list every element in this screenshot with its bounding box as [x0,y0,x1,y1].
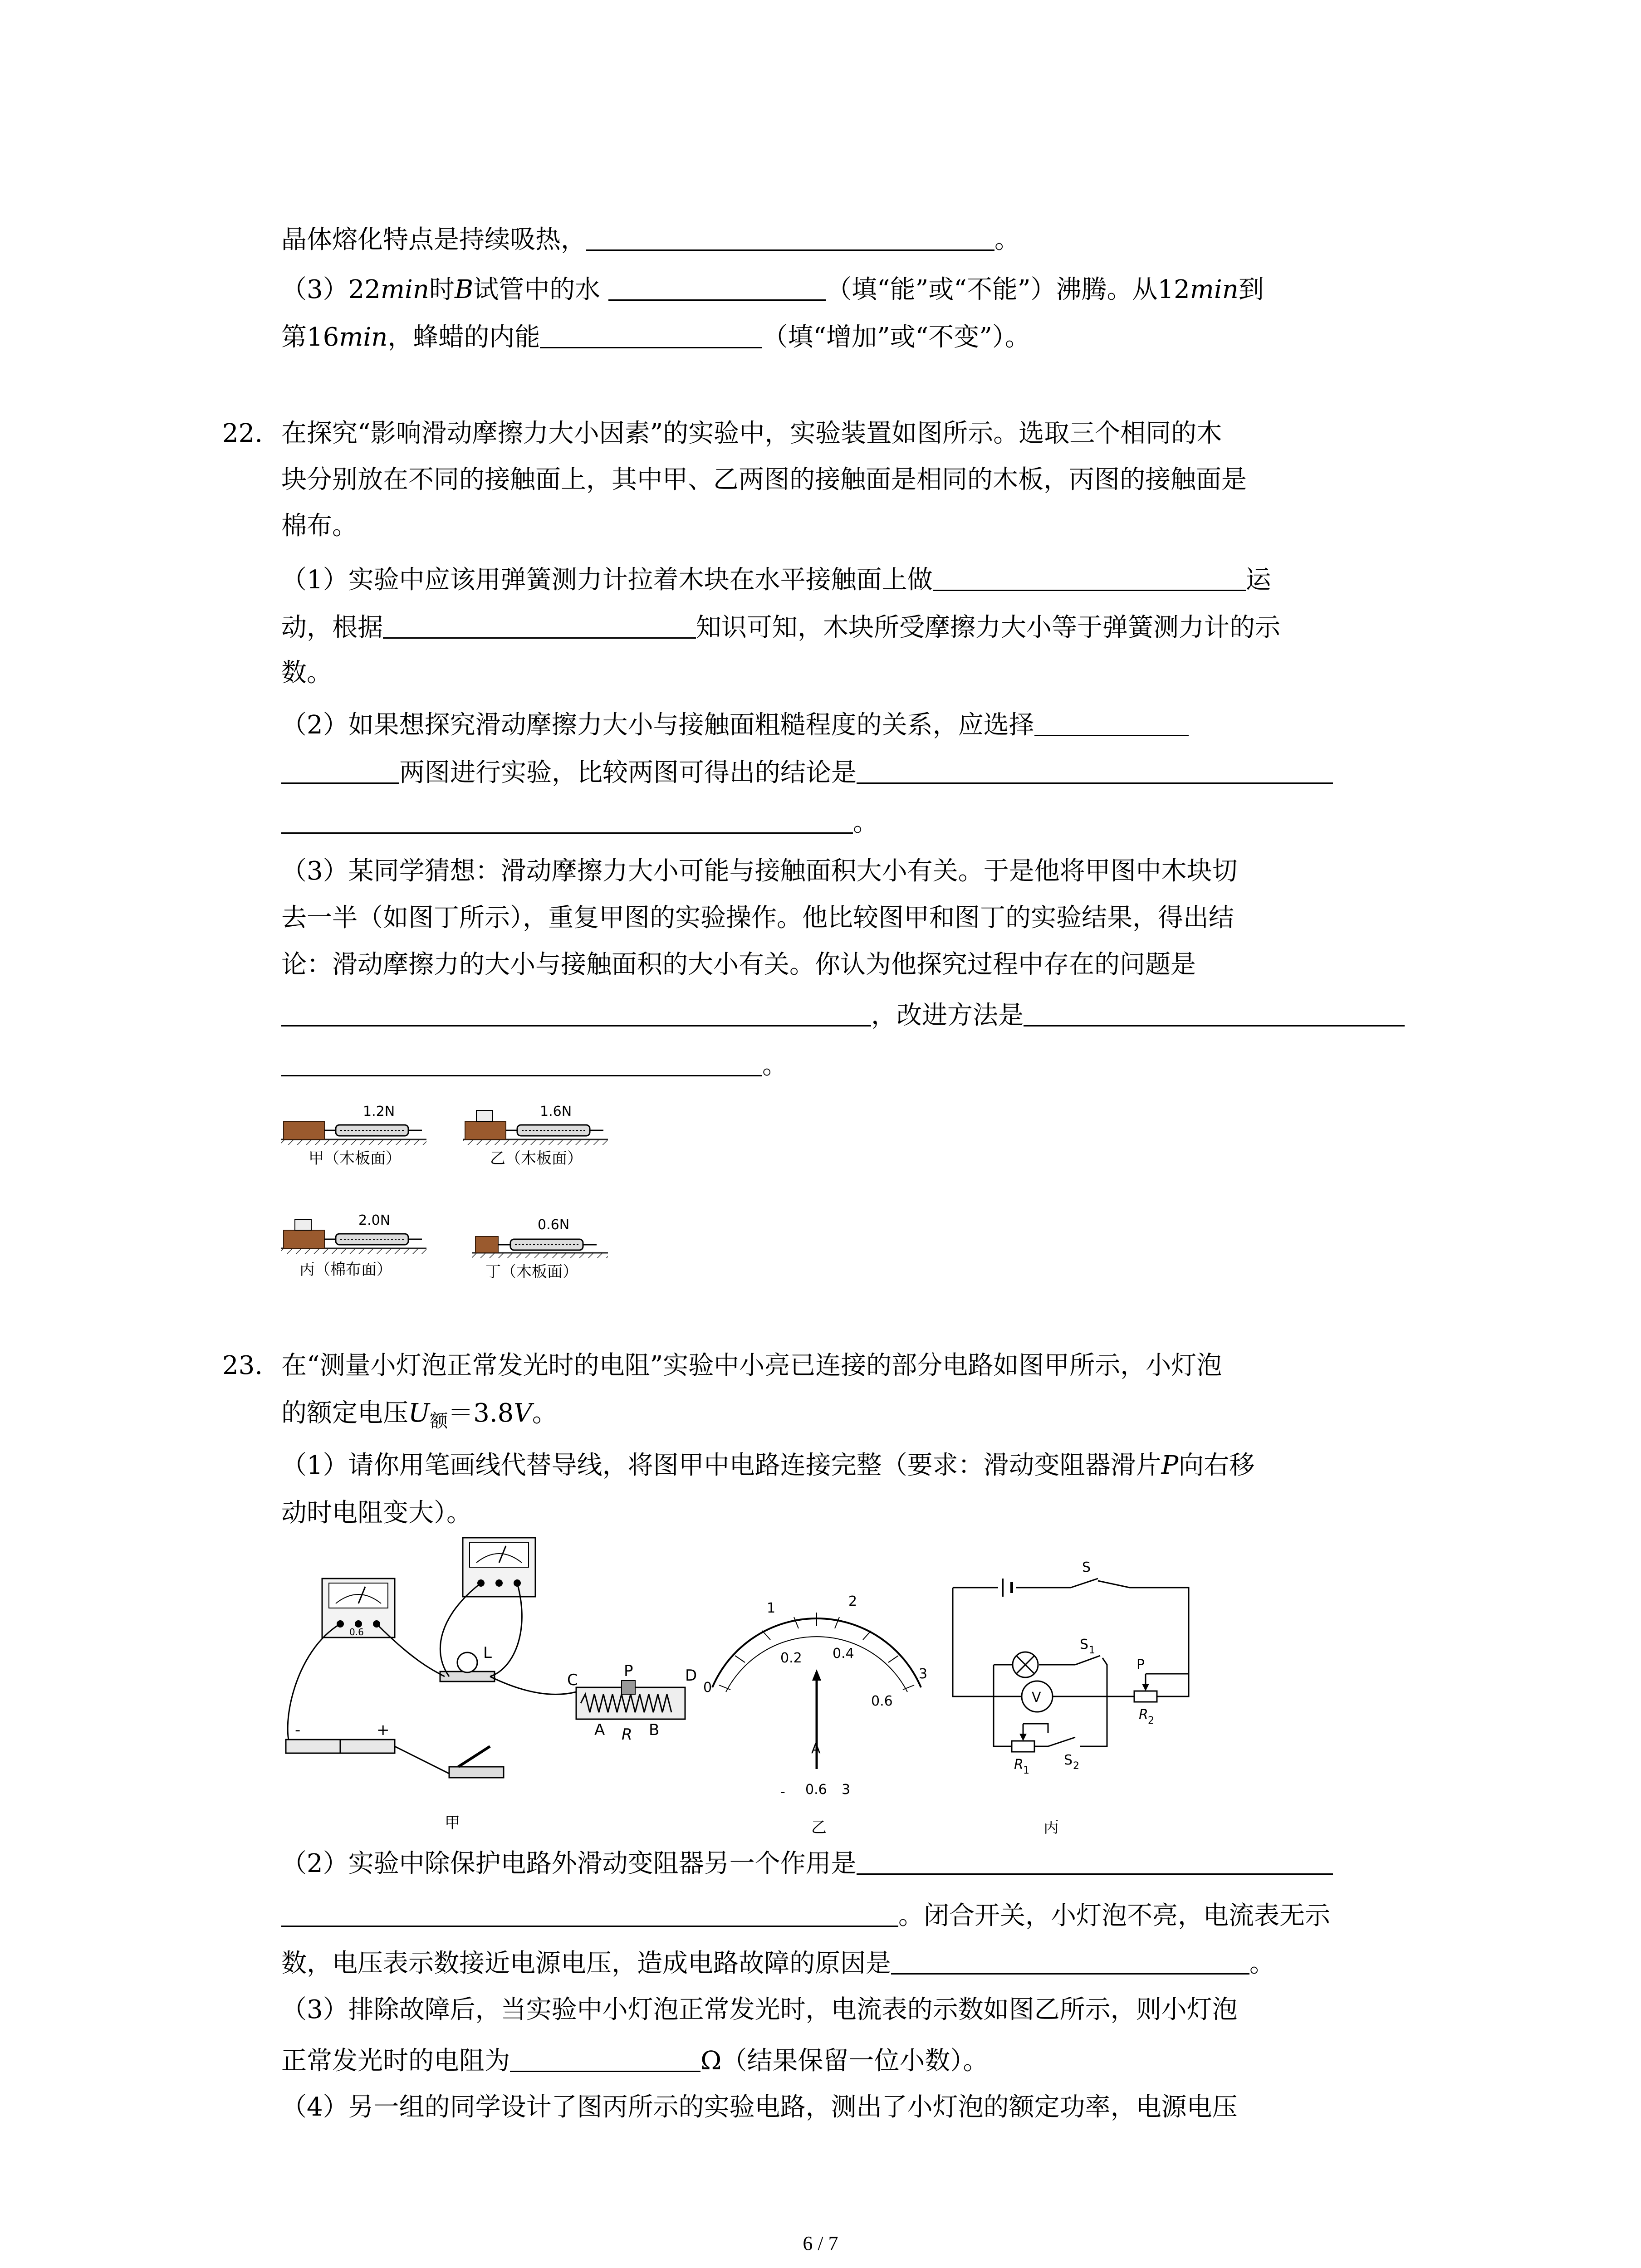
answer-blank[interactable] [540,320,762,348]
label-V: V [1032,1690,1041,1706]
q23-text: 数，电压表示数接近电源电压，造成电路故障的原因是 [281,1949,891,1978]
q21-text: （填“增加”或“不变”）。 [762,323,1030,352]
q22-text: 。 [762,1051,788,1080]
answer-blank[interactable] [510,2043,700,2072]
q21-text: 试管中的水 [473,275,601,304]
q22-part2-line1 [281,708,1189,742]
caption-jia: 甲 [445,1814,460,1832]
weight [295,1219,311,1230]
battery-pos: + [377,1721,390,1739]
subtick-0.4: 0.4 [833,1646,854,1662]
label-S: S [1082,1559,1091,1575]
q22-stem3: 棉布。 [281,511,358,541]
subscript: 额 [430,1411,448,1432]
q21-text: ，蜂蜡的内能 [387,323,540,352]
lamp [457,1652,477,1672]
q23-text: （1）请你用笔画线代替导线，将图甲中电路连接完整（要求：滑动变阻器滑片 [281,1451,1161,1480]
q22-text: （2）如果想探究滑动摩擦力大小与接触面粗糙程度的关系，应选择 [281,710,1034,740]
answer-blank[interactable] [857,755,1333,784]
force-reading: 1.2N [363,1104,395,1119]
q21-text: （3）22 [281,275,381,304]
label-S2: S [1064,1752,1073,1768]
switch [449,1767,504,1778]
q22-stem1: 在探究“影响滑动摩擦力大小因素”的实验中，实验装置如图所示。选取三个相同的木 [281,419,1222,448]
q22-part2-line3 [281,805,878,839]
wood-block [284,1121,324,1139]
label-S1: S [1080,1637,1089,1652]
question-number: 23. [222,1351,263,1380]
circuit-figure [277,1533,1230,1842]
switch-S2 [1048,1737,1075,1746]
q23-text: 。 [1249,1949,1275,1978]
answer-blank[interactable] [281,1898,898,1927]
term-3: 3 [842,1782,851,1798]
label-R2-sub: 2 [1148,1715,1154,1726]
q22-part1-line1 [281,562,1271,596]
q22-text: 动，根据 [281,613,383,642]
q22-text: （1）实验中应该用弹簧测力计拉着木块在水平接触面上做 [281,565,933,595]
q23-part2-line2 [281,1898,1330,1932]
terminal-D: D [685,1667,697,1685]
q21-text: 。 [994,225,1020,254]
q23-text: 正常发光时的电阻为 [281,2046,510,2076]
term-neg: - [780,1784,785,1800]
terminal-B: B [649,1721,660,1739]
q23-part2-line3 [281,1946,1275,1980]
q21-line1 [281,222,1020,256]
answer-blank[interactable] [1034,708,1189,736]
q22-part2-line2 [281,755,1333,789]
q21-part3-line2 [281,320,1030,354]
q23-part1-line2: 动时电阻变大）。 [281,1498,472,1528]
q21-text: 到 [1238,275,1264,304]
terminal-C: C [567,1671,578,1689]
unit-min: min [1190,275,1239,304]
q23-text: ＝3.8 [448,1398,514,1428]
question-number: 22. [222,419,263,448]
q22-part3-line1: （3）某同学猜想：滑动摩擦力大小可能与接触面积大小有关。于是他将甲图中木块切 [281,856,1238,886]
q23-part3-line2 [281,2043,988,2077]
subtick-0.2: 0.2 [780,1650,802,1666]
tube-label: B [454,275,474,304]
q22-part3-line3: 论：滑动摩擦力的大小与接触面积的大小有关。你认为他探究过程中存在的问题是 [281,950,1196,979]
panel-label: 丁（木板面） [485,1263,578,1281]
q23-stem2 [281,1397,558,1437]
weight [476,1110,493,1121]
q21-text: （填“能”或“不能”）沸腾。从12 [826,275,1190,304]
label-R2: R [1139,1707,1148,1723]
spring-scale [510,1239,583,1250]
figure-jia [286,1538,697,1832]
label-R1: R [1014,1757,1024,1773]
answer-blank[interactable] [608,272,826,301]
resistor-R1 [1012,1741,1034,1752]
subtick-0.6: 0.6 [871,1693,893,1709]
q22-part3-line5 [281,1048,788,1082]
panel-jia [281,1104,426,1168]
unit-V: V [514,1398,532,1428]
q21-text: 时 [429,275,455,304]
panel-bing [281,1212,426,1279]
force-reading: 2.0N [358,1212,391,1228]
page-number: 6 / 7 [803,2232,838,2254]
unit-A: A [811,1741,821,1757]
spring-scale [517,1125,590,1136]
q22-part1-line3: 数。 [281,658,332,688]
answer-blank[interactable] [281,805,853,834]
q23-text: 。 [532,1398,558,1428]
label-P: P [1136,1657,1145,1673]
unit-min: min [380,275,429,304]
terminal-A: A [594,1721,605,1739]
slider-P: P [624,1662,633,1680]
q22-text: ，改进方法是 [871,1001,1024,1030]
tick-0: 0 [703,1680,712,1696]
lamp-label: L [483,1644,492,1662]
symbol-U: U [408,1398,430,1428]
q23-text: 向右移 [1178,1451,1255,1480]
q22-stem2: 块分别放在不同的接触面上，其中甲、乙两图的接触面是相同的木板，丙图的接触面是 [281,465,1247,494]
q22-part3-line2: 去一半（如图丁所示），重复甲图的实验操作。他比较图甲和图丁的实验结果，得出结 [281,903,1234,933]
panel-ding [472,1217,608,1281]
answer-blank[interactable] [281,1048,762,1076]
q23-text: Ω（结果保留一位小数）。 [700,2046,989,2076]
spring-scale [336,1125,408,1136]
figure-bing [953,1559,1189,1837]
q23-stem1: 在“测量小灯泡正常发光时的电阻”实验中小亮已连接的部分电路如图甲所示，小灯泡 [281,1351,1222,1380]
rheostat-R: R [622,1725,632,1744]
q21-text: 第16 [281,323,339,352]
switch-S [1071,1579,1098,1588]
label-S1-sub: 1 [1089,1645,1095,1656]
panel-yi [463,1104,608,1168]
panel-label: 丙（棉布面） [299,1261,392,1279]
q23-part2-line1 [281,1846,1333,1880]
terminal-label: 0.6 [349,1627,364,1637]
half-wood-block [475,1237,498,1253]
force-reading: 1.6N [540,1104,572,1119]
q22-text: 两图进行实验，比较两图可得出的结论是 [399,758,857,787]
unit-min: min [339,323,388,352]
force-reading: 0.6N [538,1217,570,1233]
q23-part1-line1 [281,1449,1254,1482]
answer-blank[interactable] [586,222,994,251]
q22-part3-line4 [281,998,1405,1032]
q23-part3-line1: （3）排除故障后，当实验中小灯泡正常发光时，电流表的示数如图乙所示，则小灯泡 [281,1995,1238,2024]
tick-3: 3 [919,1666,928,1682]
answer-blank[interactable] [281,998,871,1026]
wood-block [465,1121,506,1139]
answer-blank[interactable] [1024,998,1405,1026]
q23-part4-line1: （4）另一组的同学设计了图丙所示的实验电路，测出了小灯泡的额定功率，电源电压 [281,2092,1238,2122]
q22-text: 。 [853,808,878,837]
q23-text: 。闭合开关，小灯泡不亮，电流表无示 [898,1901,1330,1931]
q22-text: 知识可知，木块所受摩擦力大小等于弹簧测力计的示 [696,613,1280,642]
answer-blank[interactable] [891,1946,1249,1975]
answer-blank[interactable] [383,610,696,639]
answer-blank[interactable] [857,1846,1333,1875]
panel-label: 甲（木板面） [309,1149,401,1168]
q21-part3-line1 [281,272,1264,306]
tick-2: 2 [848,1593,857,1609]
q21-text: 晶体熔化特点是持续吸热， [281,225,586,254]
panel-label: 乙（木板面） [490,1149,583,1168]
resistor-R2 [1134,1691,1157,1702]
answer-blank[interactable] [933,562,1246,591]
wood-block [284,1230,324,1248]
switch-S1 [1075,1656,1100,1665]
answer-blank[interactable] [281,755,399,784]
q23-text: （2）实验中除保护电路外滑动变阻器另一个作用是 [281,1849,857,1878]
spring-scale [336,1234,408,1245]
q22-text: 运 [1245,565,1271,595]
tick-1: 1 [767,1600,776,1616]
caption-yi: 乙 [811,1818,827,1837]
label-S2-sub: 2 [1073,1760,1079,1772]
battery-neg: - [295,1721,301,1739]
figure-yi [703,1593,927,1837]
friction-figure [272,1089,635,1297]
term-0.6: 0.6 [805,1782,827,1798]
caption-bing: 丙 [1043,1818,1059,1837]
symbol-P: P [1161,1451,1179,1480]
label-R1-sub: 1 [1023,1765,1029,1776]
q22-part1-line2 [281,610,1280,644]
q23-text: 的额定电压 [281,1398,408,1428]
